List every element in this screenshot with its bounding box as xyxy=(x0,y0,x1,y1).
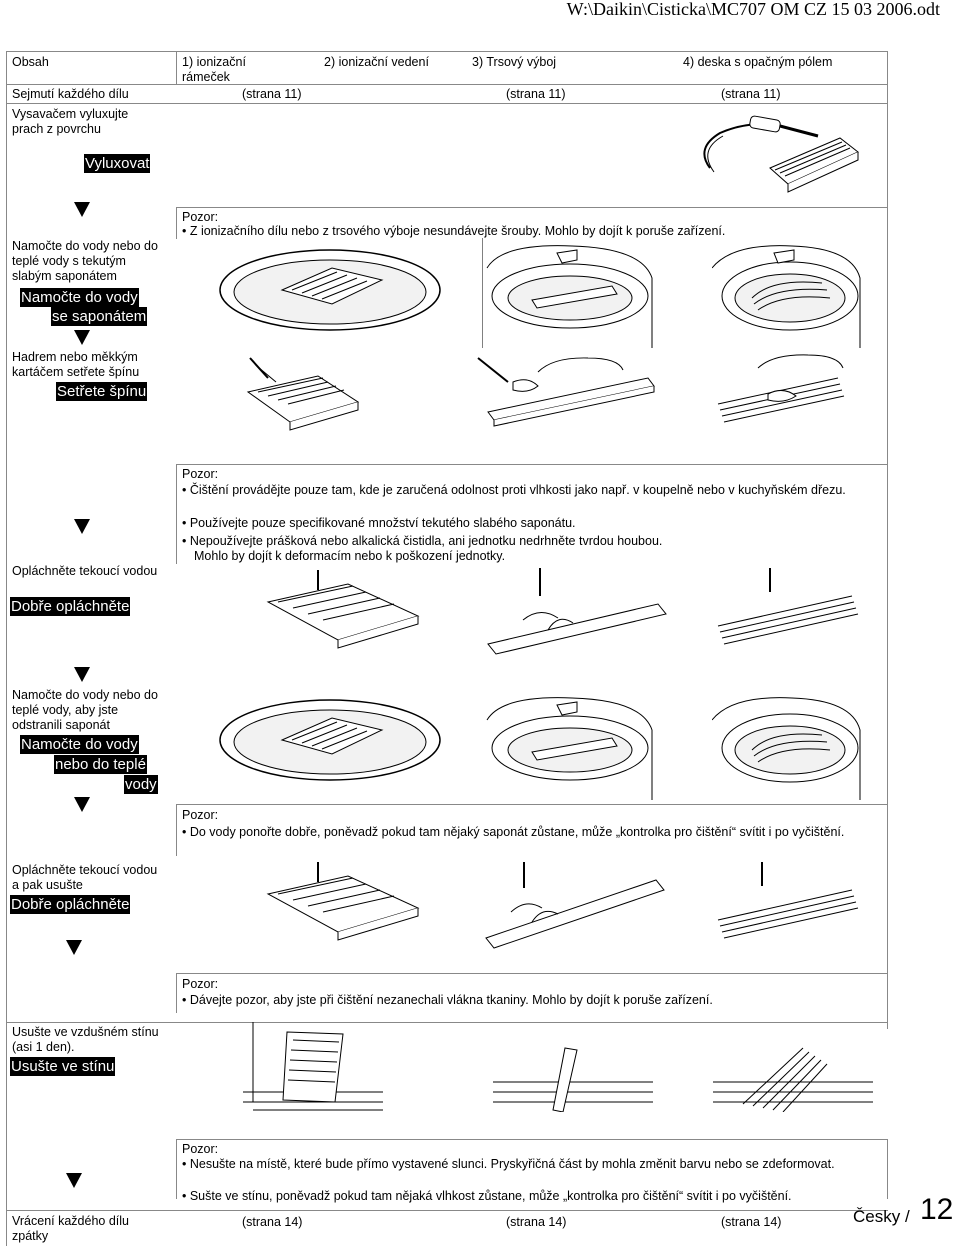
col-opposite-pole-plate: 4) deska s opačným pólem xyxy=(683,55,833,69)
frame-soaking-water-illustration xyxy=(212,690,452,790)
frame-soaking-illustration xyxy=(212,240,452,340)
guide-wiping-illustration xyxy=(468,352,678,432)
caution-note: • Používejte pouze specifikované množství tekutého slabého saponátu. xyxy=(182,516,576,530)
remove-parts-label: Sejmutí každého dílu xyxy=(12,87,129,101)
page-ref: (strana 11) xyxy=(721,87,781,101)
caution-note: • Dávejte pozor, aby jste při čištění nezanechali vlákna tkaniny. Mohlo by dojít k poruše zařízení. xyxy=(182,993,713,1007)
step-wipe-desc: Hadrem nebo měkkým kartáčem setřete špínu xyxy=(12,350,140,379)
frame-rinsing-illustration xyxy=(258,570,428,650)
step-rinse-dry-desc: Opláchněte tekoucí vodou a pak usušte xyxy=(12,863,158,892)
language-label: Česky / xyxy=(853,1207,910,1226)
step-vacuum-tag: Vyluxovat xyxy=(85,155,150,172)
step-soak-detergent-tag-line2: se saponátem xyxy=(52,308,147,325)
page-ref: (strana 14) xyxy=(242,1215,303,1229)
arrow-down-icon xyxy=(74,202,90,217)
arrow-down-icon xyxy=(74,797,90,812)
caution-note: • Nepoužívejte prášková nebo alkalická čistidla, ani jednotku nedrhněte tvrdou houbou. xyxy=(182,534,663,548)
step-rinse-desc: Opláchněte tekoucí vodou xyxy=(12,564,158,578)
page-ref: (strana 11) xyxy=(242,87,302,101)
arrow-down-icon xyxy=(66,940,82,955)
obsah-label: Obsah xyxy=(12,55,49,69)
caution-note: • Nesušte na místě, které bude přímo vystavené slunci. Pryskyřičná část by mohla změnit barvu nebo se zdeformovat. xyxy=(182,1157,835,1171)
caution-label: Pozor: xyxy=(182,977,219,991)
frame-rinsing-again-illustration xyxy=(258,862,428,947)
step-dry-shade-desc: Usušte ve vzdušném stínu (asi 1 den). xyxy=(12,1025,159,1054)
arrow-down-icon xyxy=(74,667,90,682)
caution-label: Pozor: xyxy=(182,1142,219,1156)
frame-wiping-illustration xyxy=(228,352,368,432)
step-vacuum-desc: Vysavačem vyluxujte prach z povrchu xyxy=(12,107,129,136)
step-soak-detergent-tag-line1: Namočte do vody xyxy=(21,289,138,306)
plate-drying-illustration xyxy=(713,1022,873,1112)
arrow-down-icon xyxy=(74,519,90,534)
document-path-header: W:\Daikin\Cisticka\MC707 OM CZ 15 03 2006.odt xyxy=(566,0,940,19)
caution-label: Pozor: xyxy=(182,210,219,224)
guide-rinsing-illustration xyxy=(478,568,678,658)
caution-note: Mohlo by dojít k deformacím nebo k poškození jednotky. xyxy=(194,549,506,563)
plate-soaking-illustration xyxy=(712,238,862,348)
guide-soaking-water-illustration xyxy=(482,690,662,800)
caution-note: • Čištění provádějte pouze tam, kde je zaručená odolnost proti vlhkosti jako např. v koupelně nebo v kuchyňském dřezu. xyxy=(182,483,846,497)
step-soak-water-desc: Namočte do vody nebo do teplé vody, aby jste odstranili saponát xyxy=(12,688,158,732)
step-soak-water-tag-line3: vody xyxy=(125,776,157,793)
step-rinse-tag: Dobře opláchněte xyxy=(11,598,130,615)
col-ionizing-frame: 1) ionizační rámeček xyxy=(182,55,246,84)
page-ref: (strana 11) xyxy=(506,87,566,101)
caution-note: • Sušte ve stínu, poněvadž pokud tam nějaká vlhkost zůstane, může „kontrolka pro čištění“ svítit i po vyčištění. xyxy=(182,1189,792,1203)
frame-drying-illustration xyxy=(243,1022,383,1112)
guide-drying-illustration xyxy=(493,1022,653,1112)
step-soak-water-tag-line1: Namočte do vody xyxy=(21,736,138,753)
step-soak-water-tag-line2: nebo do teplé xyxy=(55,756,146,773)
arrow-down-icon xyxy=(66,1173,82,1188)
plate-soaking-water-illustration xyxy=(712,690,862,800)
step-reattach-desc: Vrácení každého dílu zpátky xyxy=(12,1214,129,1243)
caution-note: • Z ionizačního dílu nebo z trsového výboje nesundávejte šrouby. Mohlo by dojít k poruše zařízení. xyxy=(182,224,726,238)
step-rinse-dry-tag: Dobře opláchněte xyxy=(11,896,130,913)
plate-wiping-illustration xyxy=(708,352,858,432)
col-streamer-discharge: 3) Trsový výboj xyxy=(472,55,557,69)
step-dry-shade-tag: Usušte ve stínu xyxy=(11,1058,115,1075)
page-ref: (strana 14) xyxy=(506,1215,567,1229)
page-ref: (strana 14) xyxy=(721,1215,782,1229)
step-soak-detergent-desc: Namočte do vody nebo do teplé vody s tekutým slabým saponátem xyxy=(12,239,158,283)
plate-rinsing-again-illustration xyxy=(712,862,862,952)
caution-label: Pozor: xyxy=(182,467,219,481)
step-wipe-tag: Setřete špínu xyxy=(57,383,147,400)
page-number: 12 xyxy=(920,1193,954,1226)
caution-note: • Do vody ponořte dobře, poněvadž pokud tam nějaký saponát zůstane, může „kontrolka pro čištění“ svítit i po vyčištění. xyxy=(182,825,845,839)
caution-label: Pozor: xyxy=(182,808,219,822)
col-ionizing-guide: 2) ionizační vedení xyxy=(324,55,429,69)
vacuum-plate-illustration xyxy=(690,108,870,198)
arrow-down-icon xyxy=(74,330,90,345)
guide-soaking-illustration xyxy=(482,238,662,348)
guide-rinsing-again-illustration xyxy=(476,862,676,952)
plate-rinsing-illustration xyxy=(712,568,862,658)
